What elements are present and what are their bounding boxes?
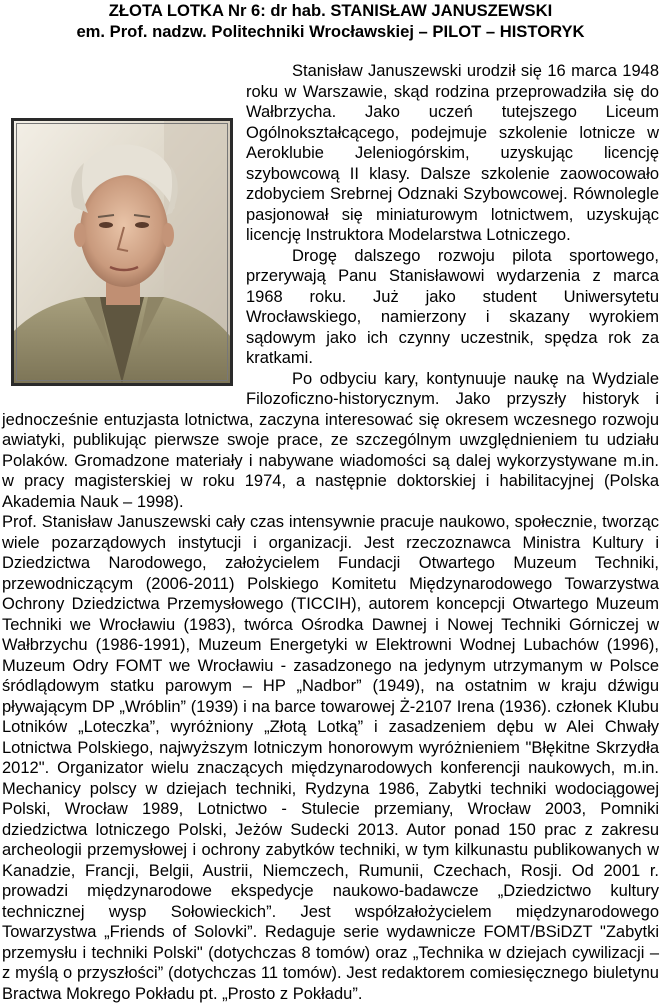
paragraph-1: Stanisław Januszewski urodził się 16 marca 1948 roku w Warszawie, skąd rodzina przeprowadziła się do Wałbrzycha. Jako uczeń tutejszego Liceum Ogólnokształcącego, podejmuje szkolenie lotnicze w Aeroklubie Jeleniogórskim, uzyskując licencję szybowcową II klasy. Dalsze szkolenie zaowocowało zdobyciem Srebrnej Odznaki Szybowcowej. Równolegle pasjonował się miniaturowym lotnictwem, uzyskując licencję Instruktora Modelarstwa Lotniczego. xyxy=(246,62,659,244)
portrait-photo-image xyxy=(14,121,230,383)
title-line-1: ZŁOTA LOTKA Nr 6: dr hab. STANISŁAW JANUSZEWSKI xyxy=(108,1,553,20)
page-title xyxy=(2,0,659,42)
paragraph-2: Drogę dalszego rozwoju pilota sportowego, przerywają Panu Stanisławowi wydarzenia z marca 1968 roku. Już jako student Uniwersytetu Wrocławskiego, namierzony i skazany wyrokiem sądowym jako ich czynny uczestnik, spędza rok za kratkami. xyxy=(246,246,659,367)
paragraph-4: Prof. Stanisław Januszewski cały czas intensywnie pracuje naukowo, społecznie, tworząc wiele pozarządowych instytucji i organizacji. Jest rzeczoznawca Ministra Kultury i Dziedzictwa Narodowego, założycielem Fundacji Otwartego Muzeum Techniki, przewodniczącym (2006-2011) Polskiego Komitetu Międzynarodowego Towarzystwa Ochrony Dziedzictwa Przemysłowego (TICCIH), autorem koncepcji Otwartego Muzeum Techniki we Wrocławiu (1983), twórca Ośrodka Dawnej i Nowej Techniki Górniczej w Wałbrzychu (1986-1991), Muzeum Energetyki w Elektrowni Wodnej Lubachów (1996), Muzeum Odry FOMT we Wrocławiu - zasadzonego na jedynym utrzymanym w Polsce śródlądowym statku parowym – HP „Nadbor” (1949), na ostatnim w kraju dźwigu pływającym DP „Wróblin” (1939) i na barce towarowej Ż-2107 Irena (1936). członek Klubu Lotników „Loteczka”, wyróżniony „Złotą Lotką” i zasadzeniem dębu w Alei Chwały Lotnictwa Polskiego, najwyższym lotniczym honorowym wyróżnieniem "Błękitne Skrzydła 2012". Organizator wielu znaczących międzynarodowych konferencji naukowych, m.in. Mechanicy polscy w dziejach techniki, Rydzyna 1986, Zabytki techniki wodociągowej Polski, Wrocław 1989, Lotnictwo - Stulecie przemiany, Wrocław 2003, Pomniki dziedzictwa lotniczego Polski, Jeżów Sudecki 2013. Autor ponad 150 prac z zakresu archeologii przemysłowej i ochrony zabytków techniki, w tym kilkunastu publikowanych w Kanadzie, Francji, Belgii, Austrii, Niemczech, Rumunii, Czechach, Rosji. Od 2001 r. prowadzi międzynarodowe ekspedycje naukowo-badawcze „Dziedzictwo kultury technicznej wysp Sołowieckich”. Jest współzałożycielem międzynarodowego Towarzystwa „Friends of Solovki”. Redaguje serie wydawnicze FOMT/BSiDZT "Zabytki przemysłu i techniki Polski" (dotychczas 8 tomów) oraz „Technika w dziejach cywilizacji – z myślą o przyszłości” (dotychczas 11 tomów). Jest redaktorem comiesięcznego biuletynu Bractwa Mokrego Pokładu pt. „Prosto z Pokładu”. xyxy=(2,513,659,1003)
paragraph-3: Po odbyciu kary, kontynuuje naukę na Wydziale Filozoficzno-historycznym. Jako przyszły historyk i jednocześnie entuzjasta lotnictwa, zaczyna interesować się okresem wczesnego rozwoju awiatyki, publikując pierwsze swoje prace, ze szczególnym uwzględnieniem tu udziału Polaków. Gromadzone materiały i nabywane wiadomości są dalej wykorzystywane m.in. w pracy magisterskiej w roku 1974, a następnie doktorskiej i habilitacyjnej (Polska Akademia Nauk – 1998). xyxy=(2,369,659,511)
portrait-photo xyxy=(11,118,233,386)
portrait-figure xyxy=(11,118,246,390)
title-line-2: em. Prof. nadzw. Politechniki Wrocławskiej – PILOT – HISTORYK xyxy=(76,22,585,41)
